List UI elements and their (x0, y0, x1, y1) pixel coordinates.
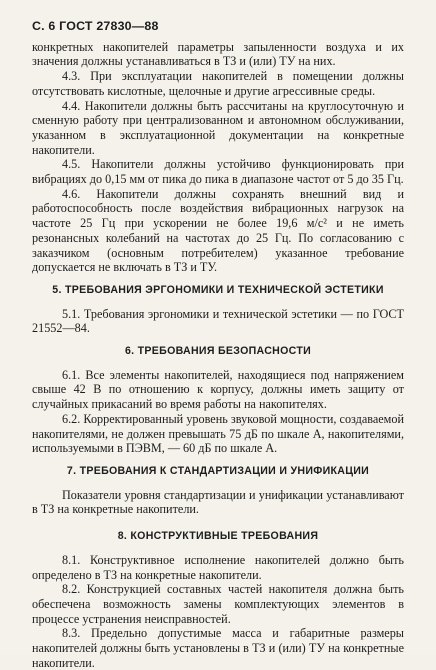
section-title-6: 6. ТРЕБОВАНИЯ БЕЗОПАСНОСТИ (124, 345, 312, 358)
paragraph-4-3: 4.3. При эксплуатации накопителей в помещении должны отсутствовать кислотные, щелочные и другие агрессивные среды. (32, 69, 404, 98)
paragraph-6-2: 6.2. Корректированный уровень звуковой мощности, создаваемой накопителями, не должен превышать 75 дБ по шкале А, накопителями, используемыми в ПЭВМ, — 60 дБ по шкале А. (32, 411, 404, 456)
paragraph-8-3: 8.3. Предельно допустимые масса и габаритные размеры накопителей должны быть установлены в ТЗ и (или) ТУ на конкретные накопители. (32, 626, 404, 670)
section-title-5: 5. ТРЕБОВАНИЯ ЭРГОНОМИКИ И ТЕХНИЧЕСКОЙ ЭСТЕТИКИ (52, 283, 384, 296)
paragraph-6-1: 6.1. Все элементы накопителей, находящиеся под напряжением свыше 42 В по отношению к корпусу, должны иметь защиту от случайных прикасаний во время работы на накопителях. (32, 367, 404, 412)
paragraph-5-1: 5.1. Требования эргономики и технической эстетики — по ГОСТ 21552—84. (32, 306, 404, 336)
paragraph-8-1: 8.1. Конструктивное исполнение накопителей должно быть определено в ТЗ на конкретные накопители. (32, 552, 404, 582)
section-title-8: 8. КОНСТРУКТИВНЫЕ ТРЕБОВАНИЯ (117, 530, 319, 543)
paragraph-7: Показатели уровня стандартизации и унификации устанавливают в ТЗ на конкретные накопители. (32, 487, 404, 517)
paragraph-4-6: 4.6. Накопители должны сохранять внешний вид и работоспособность после воздействия вибрационных нагрузок на частоте 25 Гц при ускорении не более 19,6 м/с² и не иметь резонансных колебаний на частотах до 25 Гц. По согласованию с заказчиком (основным потребителем) указанное требование допускается не включать в ТЗ и ТУ. (32, 186, 404, 275)
section-title-7: 7. ТРЕБОВАНИЯ К СТАНДАРТИЗАЦИИ И УНИФИКАЦИИ (66, 464, 370, 477)
paragraph-8-2: 8.2. Конструкцией составных частей накопителя должна быть обеспечена возможность замены комплектующих элементов в процессе устранения неисправностей. (32, 582, 404, 626)
paragraph-continuation: конкретных накопителей параметры запыленности воздуха и их значения должны устанавливаться в ТЗ и (или) ТУ на них. (32, 39, 404, 69)
paragraph-4-5: 4.5. Накопители должны устойчиво функционировать при вибрациях до 0,15 мм от пика до пика в диапазоне частот от 5 до 35 Гц. (32, 157, 404, 187)
page-header: С. 6 ГОСТ 27830—88 (32, 19, 159, 33)
paragraph-4-4: 4.4. Накопители должны быть рассчитаны на круглосуточную и сменную работу при централизованном и автономном обслуживании, указанном в эксплуатационной документации на конкретные накопители. (32, 98, 404, 157)
